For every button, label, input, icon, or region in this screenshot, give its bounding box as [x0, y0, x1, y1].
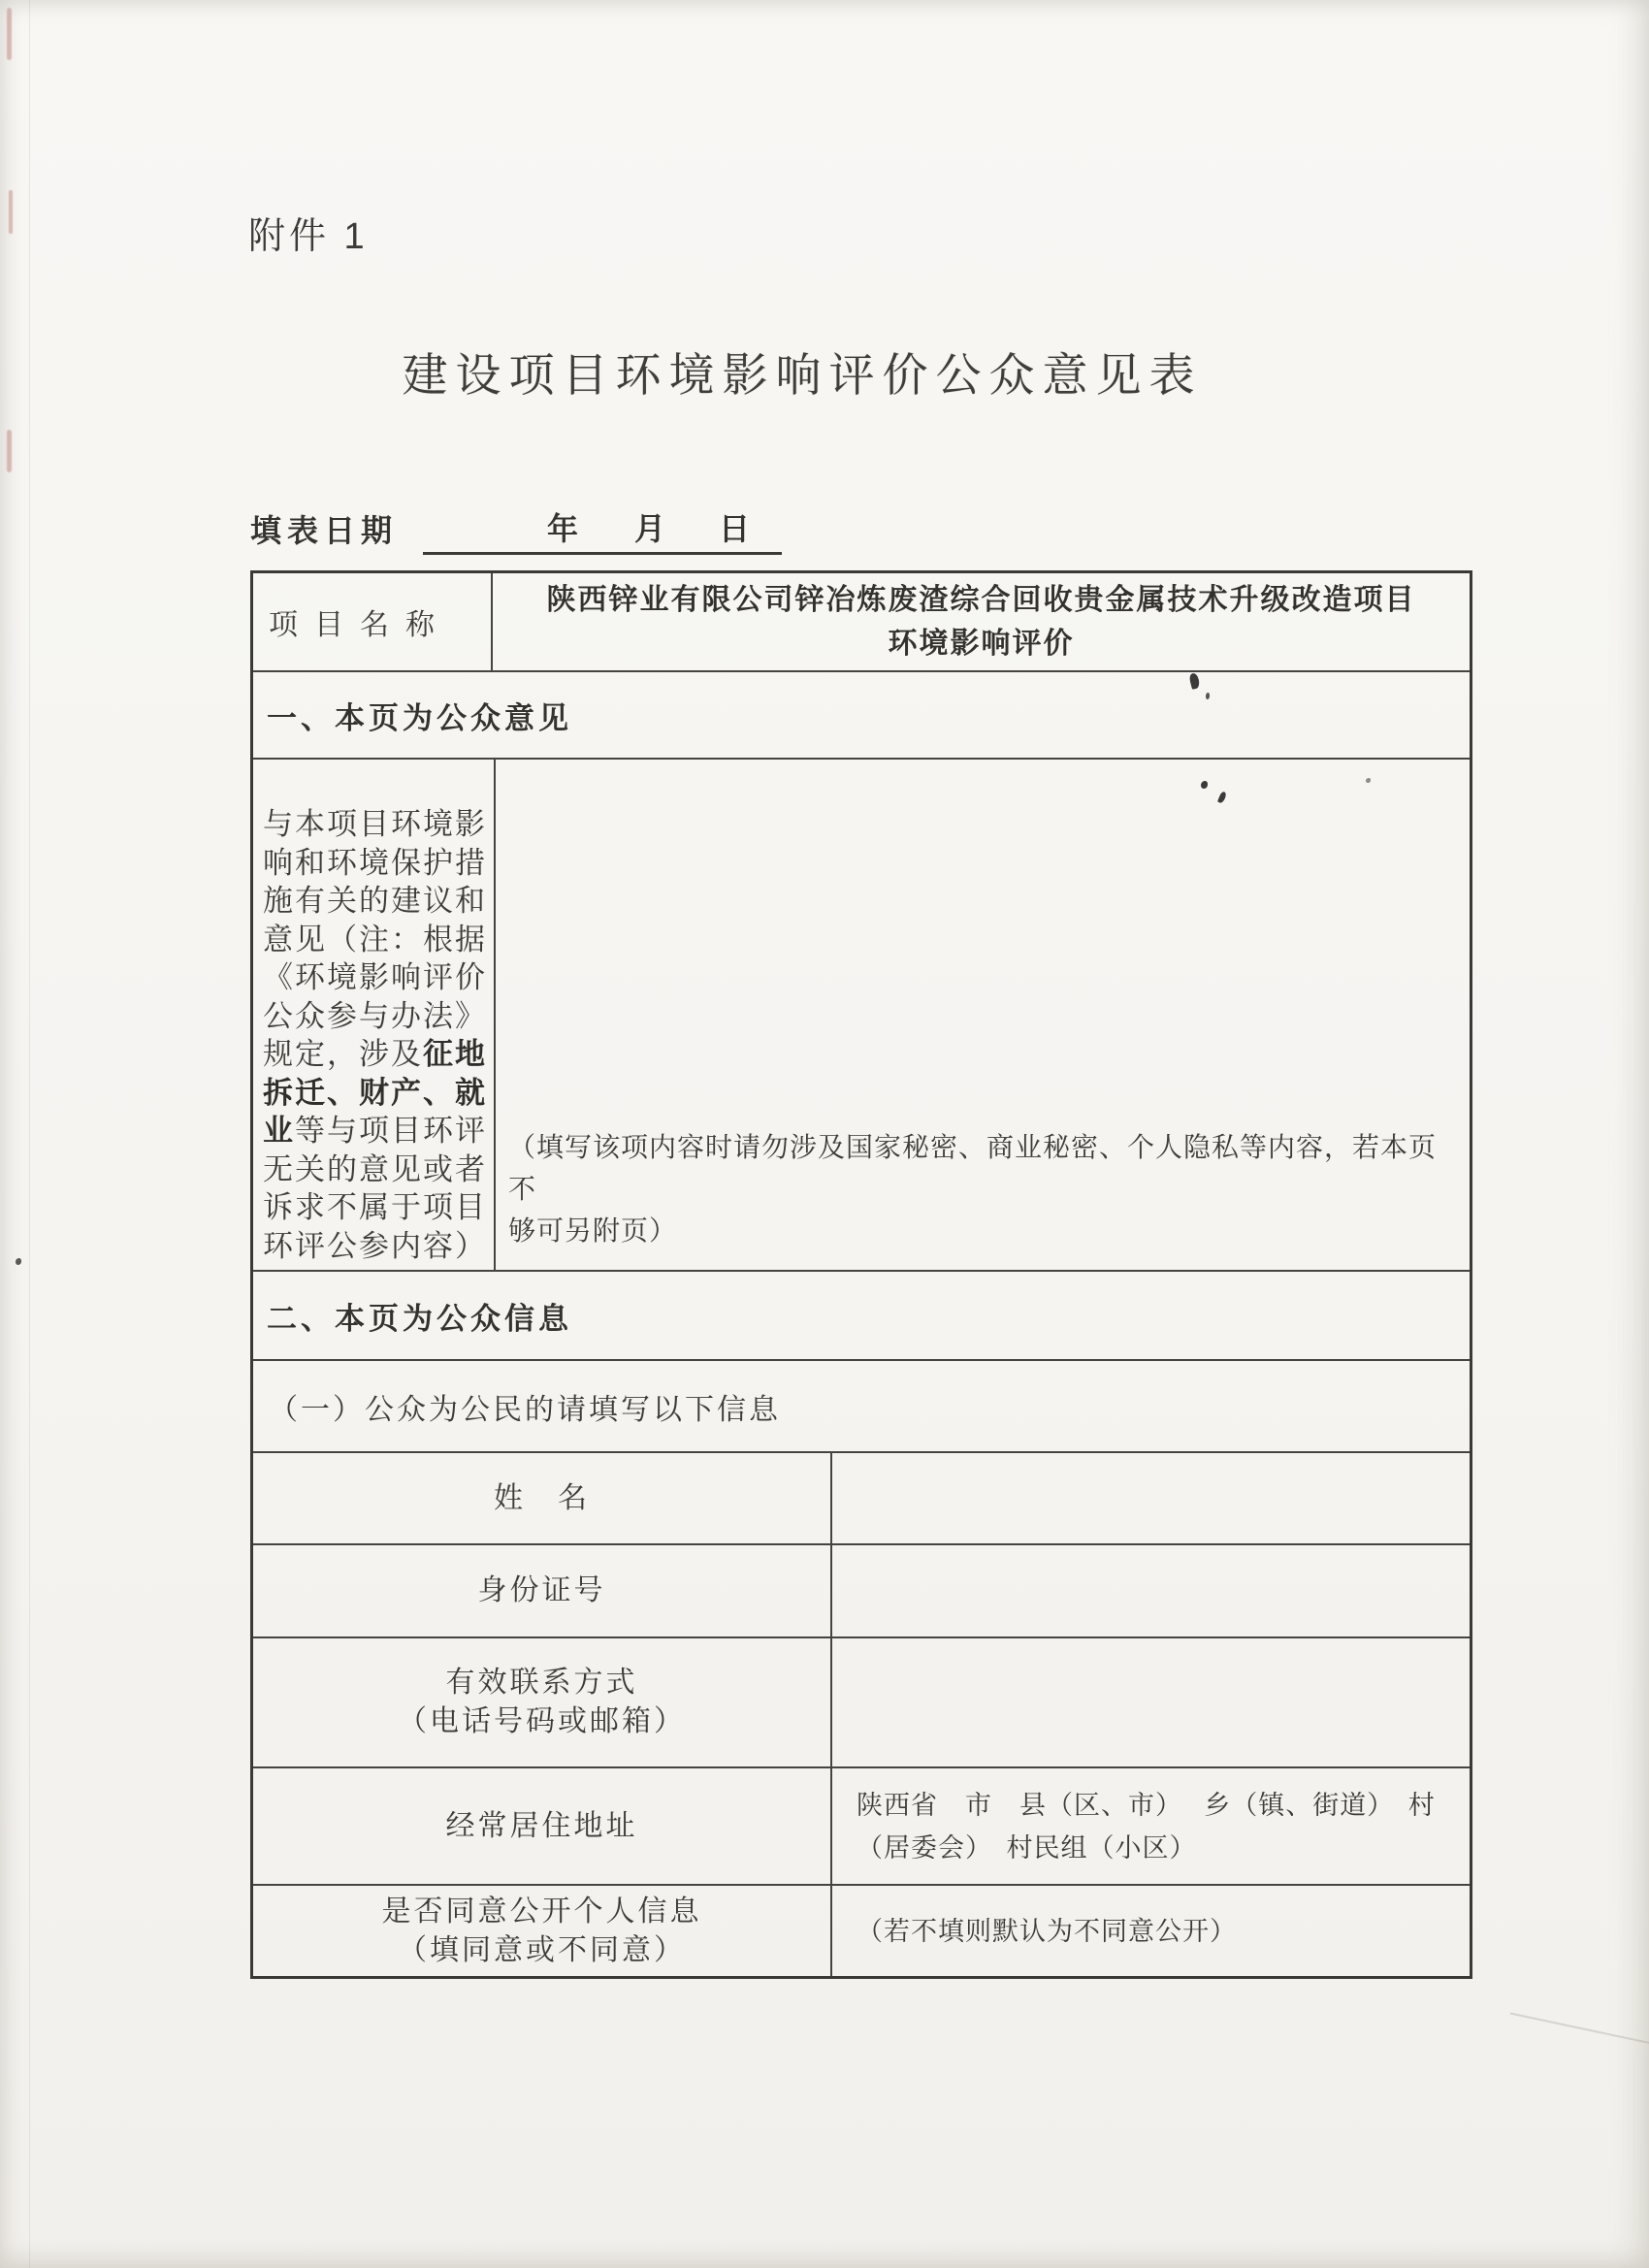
- ink-speck: [16, 1258, 21, 1265]
- paper-crease: [1509, 2012, 1649, 2044]
- name-field-input[interactable]: [832, 1453, 1470, 1543]
- field-row-address: [253, 1766, 1470, 1884]
- address-field-input[interactable]: 陕西省 市 县（区、市） 乡（镇、街道） 村 （居委会） 村民组（小区）: [857, 1790, 1436, 1863]
- scan-red-mark: [9, 190, 13, 234]
- section-1-header: 一、本页为公众意见: [253, 670, 1470, 758]
- citizen-info-subheader: （一）公众为公民的请填写以下信息: [253, 1359, 1470, 1451]
- scan-red-mark: [7, 8, 12, 60]
- opinion-confidentiality-note: （填写该项内容时请勿涉及国家秘密、商业秘密、个人隐私等内容，若本页不 够可另附页）: [508, 1133, 1438, 1247]
- scan-red-mark: [7, 430, 12, 472]
- contact-field-label: 有效联系方式 （电话号码或邮箱）: [253, 1638, 832, 1766]
- date-month-label: 月: [634, 511, 666, 546]
- opinion-instructions-label: 与 本 项 目 环 境 影 响 和 环 境 保 护 措 施 有 关 的 建 议 和 意 见 （ 注 ： 根 据 《 环 境 影 响 评 价 公 众 参 与 办 法 》 规 定 ， 涉 及 征 地 拆 迁 、 财 产 、 就 业 等 与 项 目 环 评 无 关 的 意 见 或 者 诉 求 不 属 于 项 目 环 评 公 参 内 容 ）: [253, 760, 496, 1270]
- attachment-label: 附件 1: [248, 216, 369, 257]
- field-row-consent: [253, 1884, 1470, 1976]
- opinion-form-table: [250, 570, 1472, 1979]
- paper-fold-line: [29, 0, 30, 2268]
- consent-field-input[interactable]: （若不填则默认为不同意公开）: [857, 1916, 1237, 1946]
- date-blank-underline[interactable]: [423, 505, 782, 555]
- project-name-row: [253, 573, 1470, 670]
- id-number-field-label: 身份证号: [253, 1545, 832, 1636]
- date-day-label: 日: [719, 511, 751, 546]
- field-row-contact: [253, 1636, 1470, 1766]
- project-name-value: 陕西锌业有限公司锌冶炼废渣综合回收贵金属技术升级改造项目 环境影响评价: [546, 584, 1416, 660]
- section-2-header: 二、本页为公众信息: [253, 1270, 1470, 1359]
- page-title: 建设项目环境影响评价公众意见表: [402, 351, 1203, 402]
- consent-field-label: 是否同意公开个人信息 （填同意或不同意）: [253, 1886, 832, 1976]
- form-date-line: [250, 506, 782, 555]
- project-name-label: 项目名称: [253, 573, 493, 670]
- name-field-label: 姓 名: [253, 1453, 832, 1543]
- date-year-label: 年: [547, 511, 579, 546]
- opinion-write-in-area[interactable]: [496, 760, 1470, 1270]
- public-opinion-row: [253, 758, 1470, 1270]
- contact-field-input[interactable]: [832, 1638, 1470, 1766]
- field-row-id-number: [253, 1543, 1470, 1636]
- id-number-field-input[interactable]: [832, 1545, 1470, 1636]
- date-label: 填表日期: [250, 513, 399, 548]
- address-field-label: 经常居住地址: [253, 1768, 832, 1884]
- field-row-name: [253, 1451, 1470, 1543]
